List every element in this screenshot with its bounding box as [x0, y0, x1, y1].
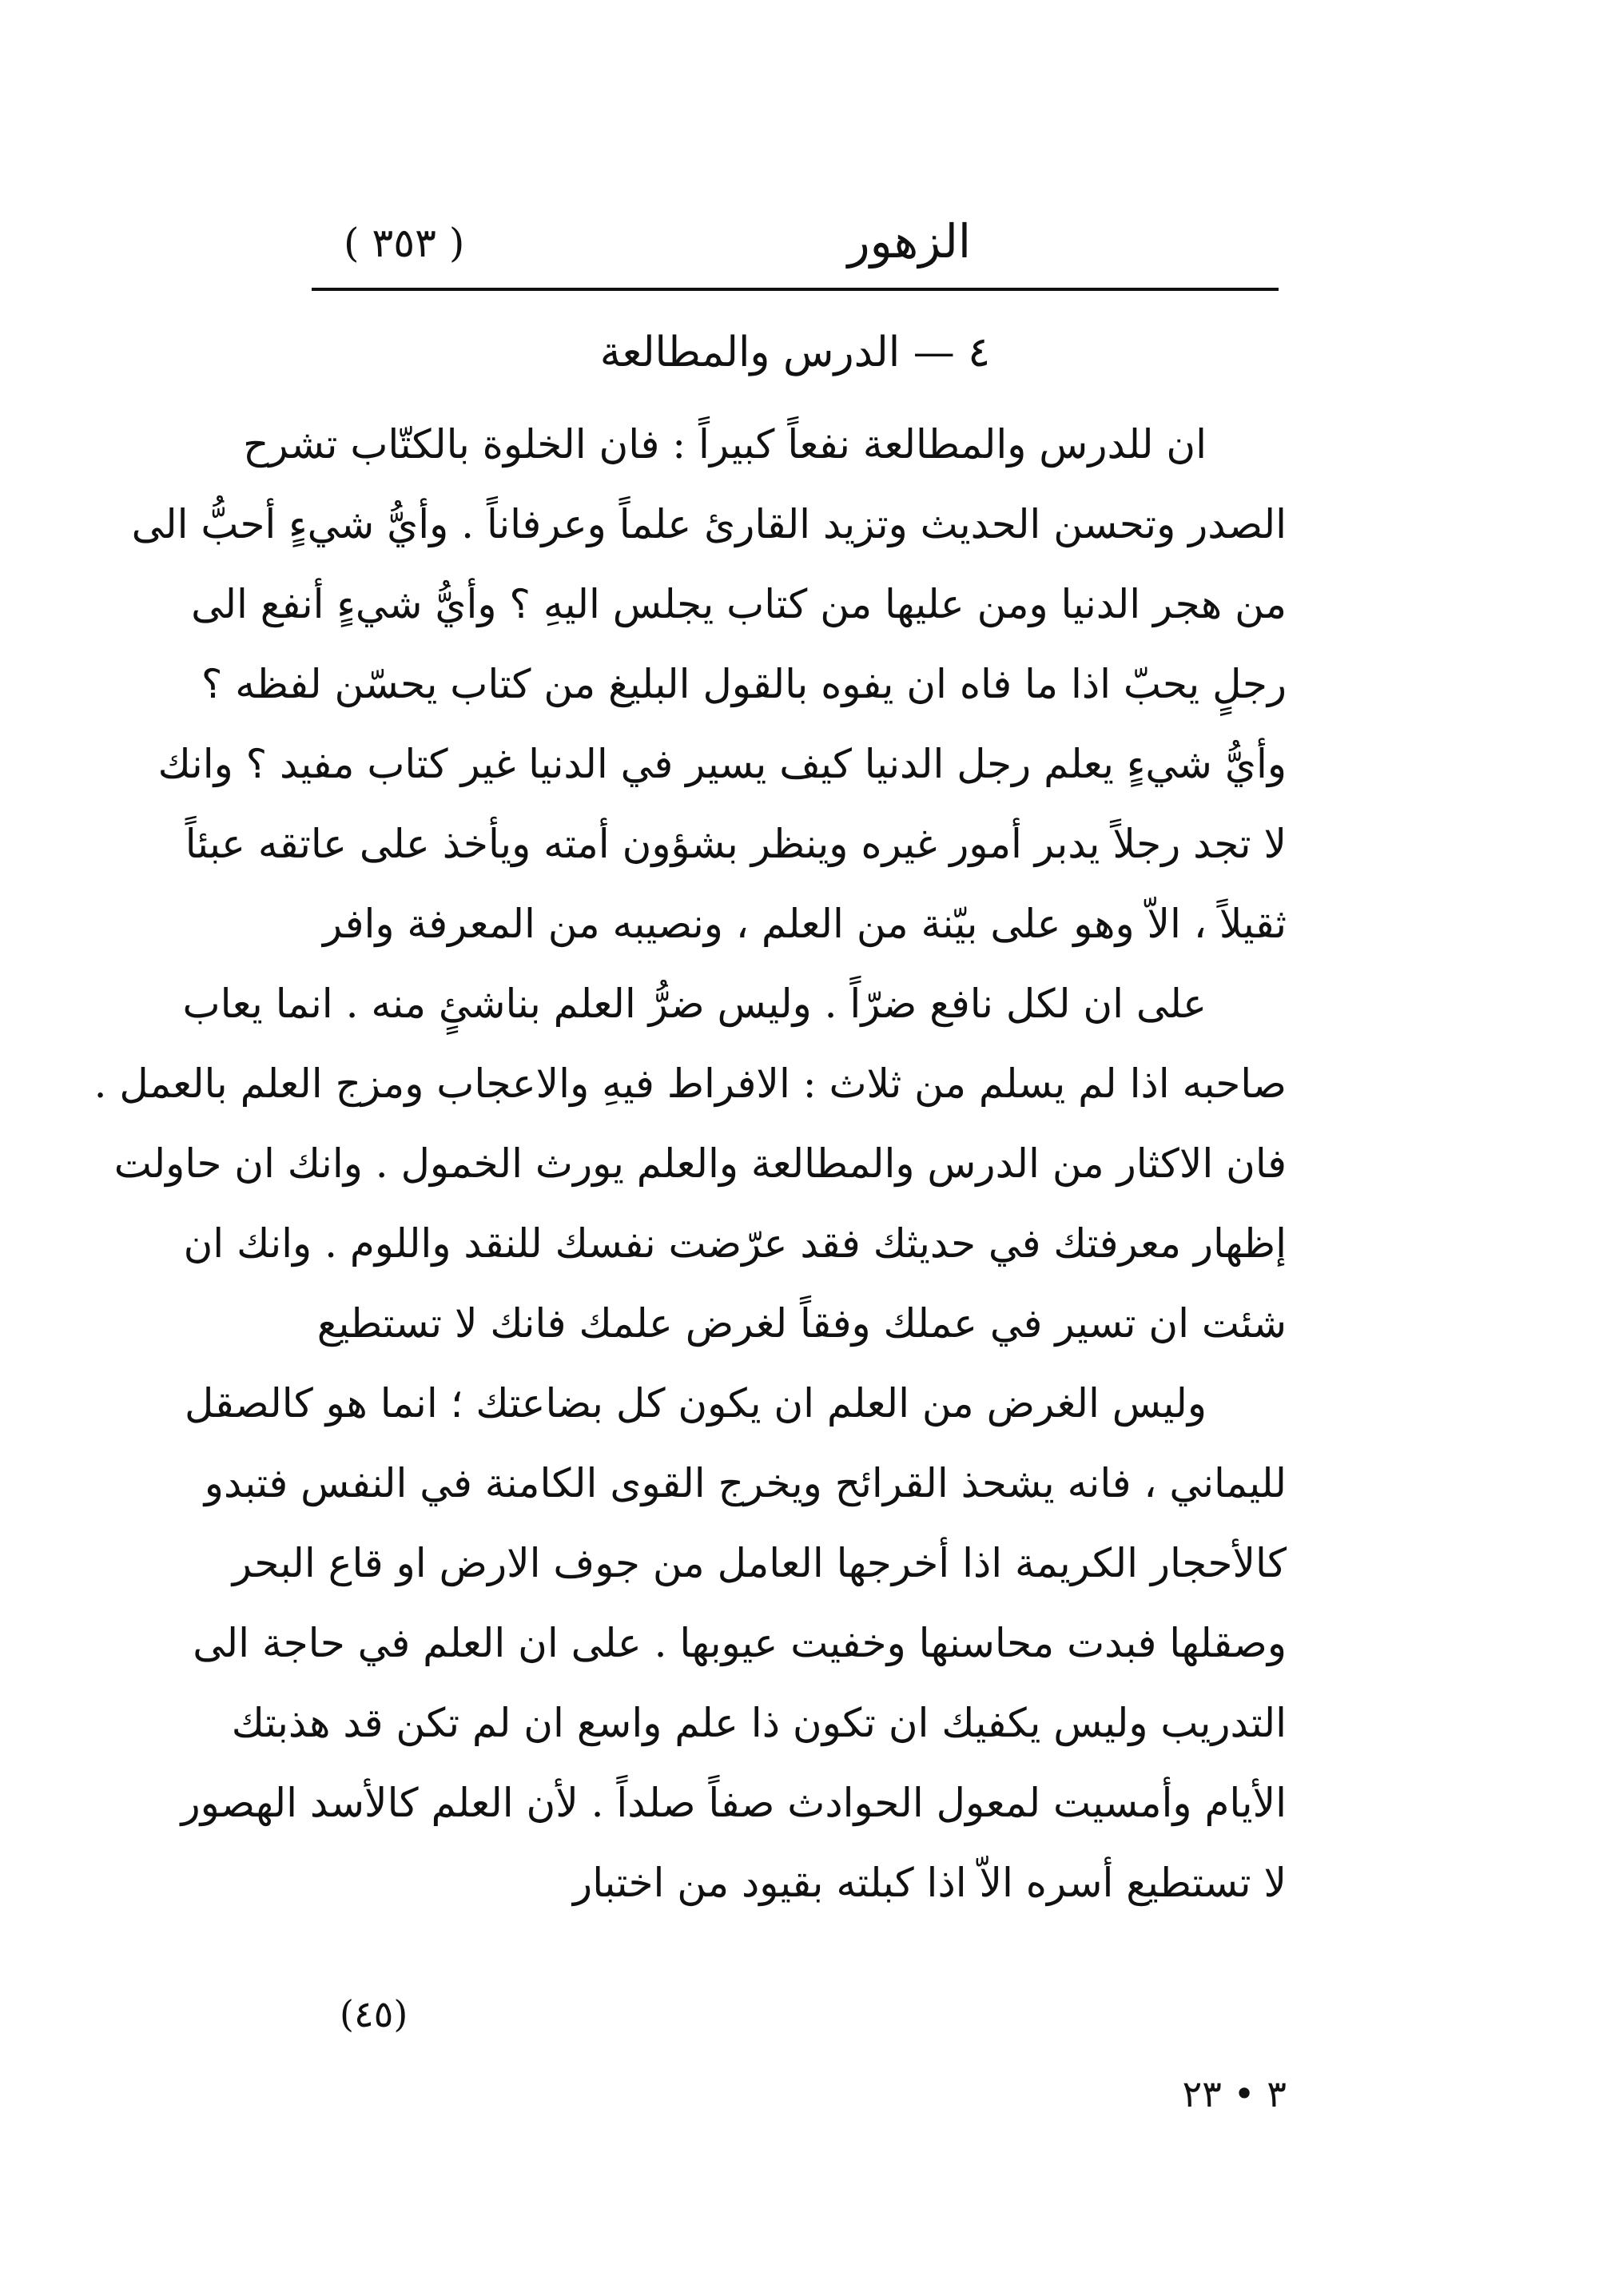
- text-line: لا تجد رجلاً يدبر أمور غيره وينظر بشؤون أمته ويأخذ على عاتقه عبئاً: [185, 821, 1287, 867]
- text-line: ثقيلاً ، الاّ وهو على بيّنة من العلم ، ونصيبه من المعرفة وافر: [323, 901, 1287, 947]
- text-line: ان للدرس والمطالعة نفعاً كبيراً : فان الخلوة بالكتّاب تشرح: [243, 421, 1207, 468]
- page-number: ( ٣٥٣ ): [344, 220, 465, 266]
- text-line: فان الاكثار من الدرس والمطالعة والعلم يورث الخمول . وانك ان حاولت: [113, 1140, 1287, 1187]
- text-line: وصقلها فبدت محاسنها وخفيت عيوبها . على ان العلم في حاجة الى: [193, 1620, 1287, 1666]
- text-line: وليس الغرض من العلم ان يكون كل بضاعتك ؛ انما هو كالصقل: [184, 1380, 1207, 1427]
- body-text: [93, 404, 1287, 1923]
- text-line: من هجر الدنيا ومن عليها من كتاب يجلس اليهِ ؟ وأيُّ شيءٍ أنفع الى: [191, 581, 1287, 627]
- text-line: على ان لكل نافع ضرّاً . وليس ضرُّ العلم بناشئٍ منه . انما يعاب: [182, 981, 1207, 1027]
- text-line: إظهار معرفتك في حديثك فقد عرّضت نفسك للنقد واللوم . وانك ان: [183, 1220, 1287, 1267]
- header-rule: [312, 288, 1279, 291]
- text-line: وأيُّ شيءٍ يعلم رجل الدنيا كيف يسير في الدنيا غير كتاب مفيد ؟ وانك: [157, 741, 1287, 787]
- signature-mark: (٤٥): [340, 1992, 408, 2035]
- text-line: شئت ان تسير في عملك وفقاً لغرض علمك فانك لا تستطيع: [316, 1300, 1287, 1347]
- page-header: [312, 209, 1287, 273]
- text-line: كالأحجار الكريمة اذا أخرجها العامل من جوف الارض او قاع البحر: [232, 1540, 1287, 1586]
- text-line: الأيام وأمسيت لمعول الحوادث صفاً صلداً . لأن العلم كالأسد الهصور: [181, 1780, 1287, 1826]
- text-line: الصدر وتحسن الحديث وتزيد القارئ علماً وعرفاناً . وأيُّ شيءٍ أحبُّ الى: [131, 501, 1287, 547]
- text-line: صاحبه اذا لم يسلم من ثلاث : الافراط فيهِ والاعجاب ومزج العلم بالعمل .: [93, 1060, 1287, 1107]
- running-title: الزهور: [847, 214, 971, 269]
- text-line: لليماني ، فانه يشحذ القرائح ويخرج القوى الكامنة في النفس فتبدو: [204, 1460, 1287, 1506]
- text-line: لا تستطيع أسره الاّ اذا كبلته بقيود من اختبار: [573, 1860, 1287, 1906]
- section-heading: ٤ — الدرس والمطالعة: [599, 328, 991, 376]
- footer-code: ٣ • ٢٣: [1182, 2072, 1287, 2115]
- text-line: التدريب وليس يكفيك ان تكون ذا علم واسع ان لم تكن قد هذبتك: [231, 1700, 1287, 1746]
- text-line: رجلٍ يحبّ اذا ما فاه ان يفوه بالقول البليغ من كتاب يحسّن لفظه ؟: [201, 661, 1287, 707]
